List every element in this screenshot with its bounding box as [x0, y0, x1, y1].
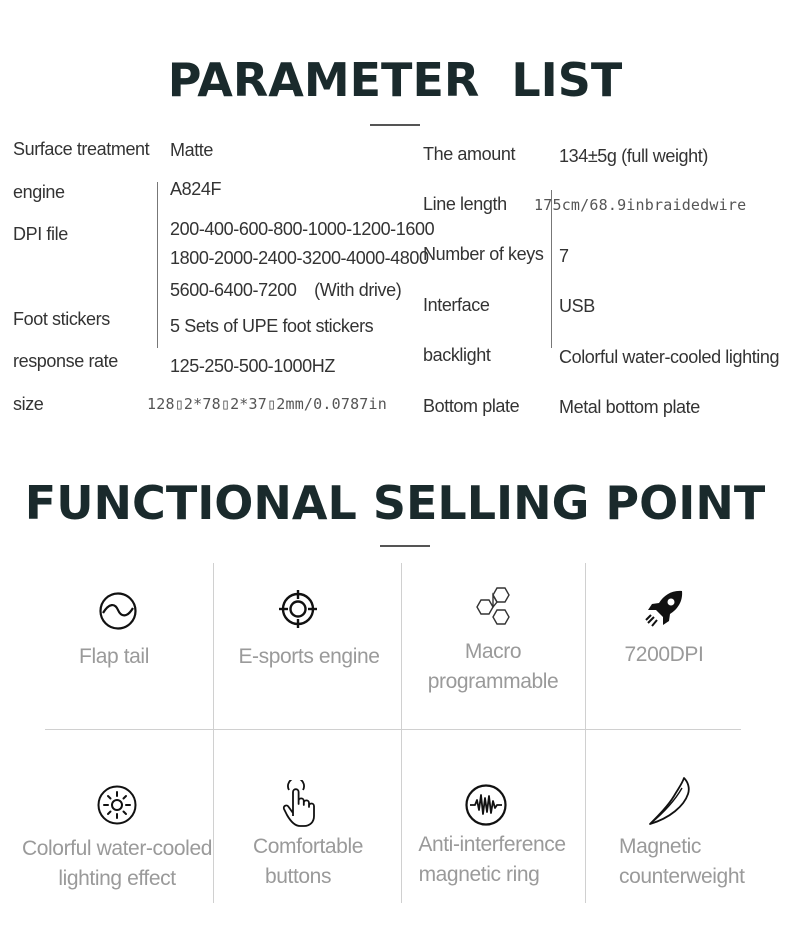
param-label-line-length: Line length — [423, 194, 507, 214]
grid-divider — [401, 563, 402, 903]
param-value-foot-stickers: 5 Sets of UPE foot stickers — [170, 316, 374, 336]
feature-label-macro-programmable: Macro programmable — [427, 640, 559, 693]
param-label-dpi-file: DPI file — [13, 224, 68, 244]
functional-selling-point-title: FUNCTIONAL SELLING POINT — [24, 476, 766, 530]
param-label-size: size — [13, 394, 44, 414]
hexagon-cluster-icon — [471, 586, 517, 632]
param-value-the-amount: 134±5g (full weight) — [559, 146, 708, 166]
rocket-icon — [644, 587, 686, 629]
param-label-interface: Interface — [423, 295, 490, 315]
wave-circle-icon — [98, 591, 138, 631]
param-value-interface: USB — [559, 296, 595, 316]
param-label-the-amount: The amount — [423, 144, 516, 164]
feature-label-7200dpi: 7200DPI — [624, 643, 704, 666]
param-label-number-of-keys: Number of keys — [423, 244, 544, 264]
param-value-size: 128▯2*78▯2*37▯2mm/0.0787in — [147, 395, 387, 413]
param-value-engine: A824F — [170, 179, 222, 199]
crosshair-icon — [278, 589, 318, 629]
sun-circle-icon — [96, 784, 138, 826]
feature-label-anti-interference: Anti-interference magnetic ring — [418, 833, 566, 886]
title-underline — [370, 124, 420, 126]
param-value-surface-treatment: Matte — [170, 140, 214, 160]
param-value-response-rate: 125-250-500-1000HZ — [170, 356, 335, 376]
grid-divider — [45, 729, 741, 730]
feature-label-comfortable-buttons: Comfortable buttons — [253, 835, 363, 888]
param-label-backlight: backlight — [423, 345, 491, 365]
param-label-surface-treatment: Surface treatment — [13, 139, 150, 159]
grid-divider — [585, 563, 586, 903]
left-column-divider — [157, 182, 158, 348]
finger-tap-icon — [279, 780, 319, 828]
feature-label-flap-tail: Flap tail — [79, 645, 149, 668]
param-label-foot-stickers: Foot stickers — [13, 309, 110, 329]
param-value-line-length: 175cm/68.9inbraidedwire — [534, 196, 747, 214]
param-value-bottom-plate: Metal bottom plate — [559, 397, 700, 417]
param-label-bottom-plate: Bottom plate — [423, 396, 520, 416]
signal-circle-icon — [464, 783, 508, 827]
feature-label-colorful-lighting: Colorful water-cooled lighting effect — [21, 837, 213, 890]
feature-label-magnetic-counterweight: Magnetic counterweight — [619, 835, 745, 888]
param-label-engine: engine — [13, 182, 65, 202]
param-value-dpi-line-3: 5600-6400-7200 (With drive) — [170, 280, 402, 300]
title-underline — [380, 545, 430, 547]
feather-icon — [646, 776, 692, 828]
parameter-list-title: PARAMETER LIST — [167, 53, 623, 107]
param-value-backlight: Colorful water-cooled lighting — [559, 347, 780, 367]
param-value-dpi-line-2: 1800-2000-2400-3200-4000-4800 — [170, 248, 429, 268]
feature-label-e-sports-engine: E-sports engine — [238, 645, 380, 668]
param-label-response-rate: response rate — [13, 351, 118, 371]
param-value-dpi-line-1: 200-400-600-800-1000-1200-1600 — [170, 219, 435, 239]
param-value-number-of-keys: 7 — [559, 246, 569, 266]
